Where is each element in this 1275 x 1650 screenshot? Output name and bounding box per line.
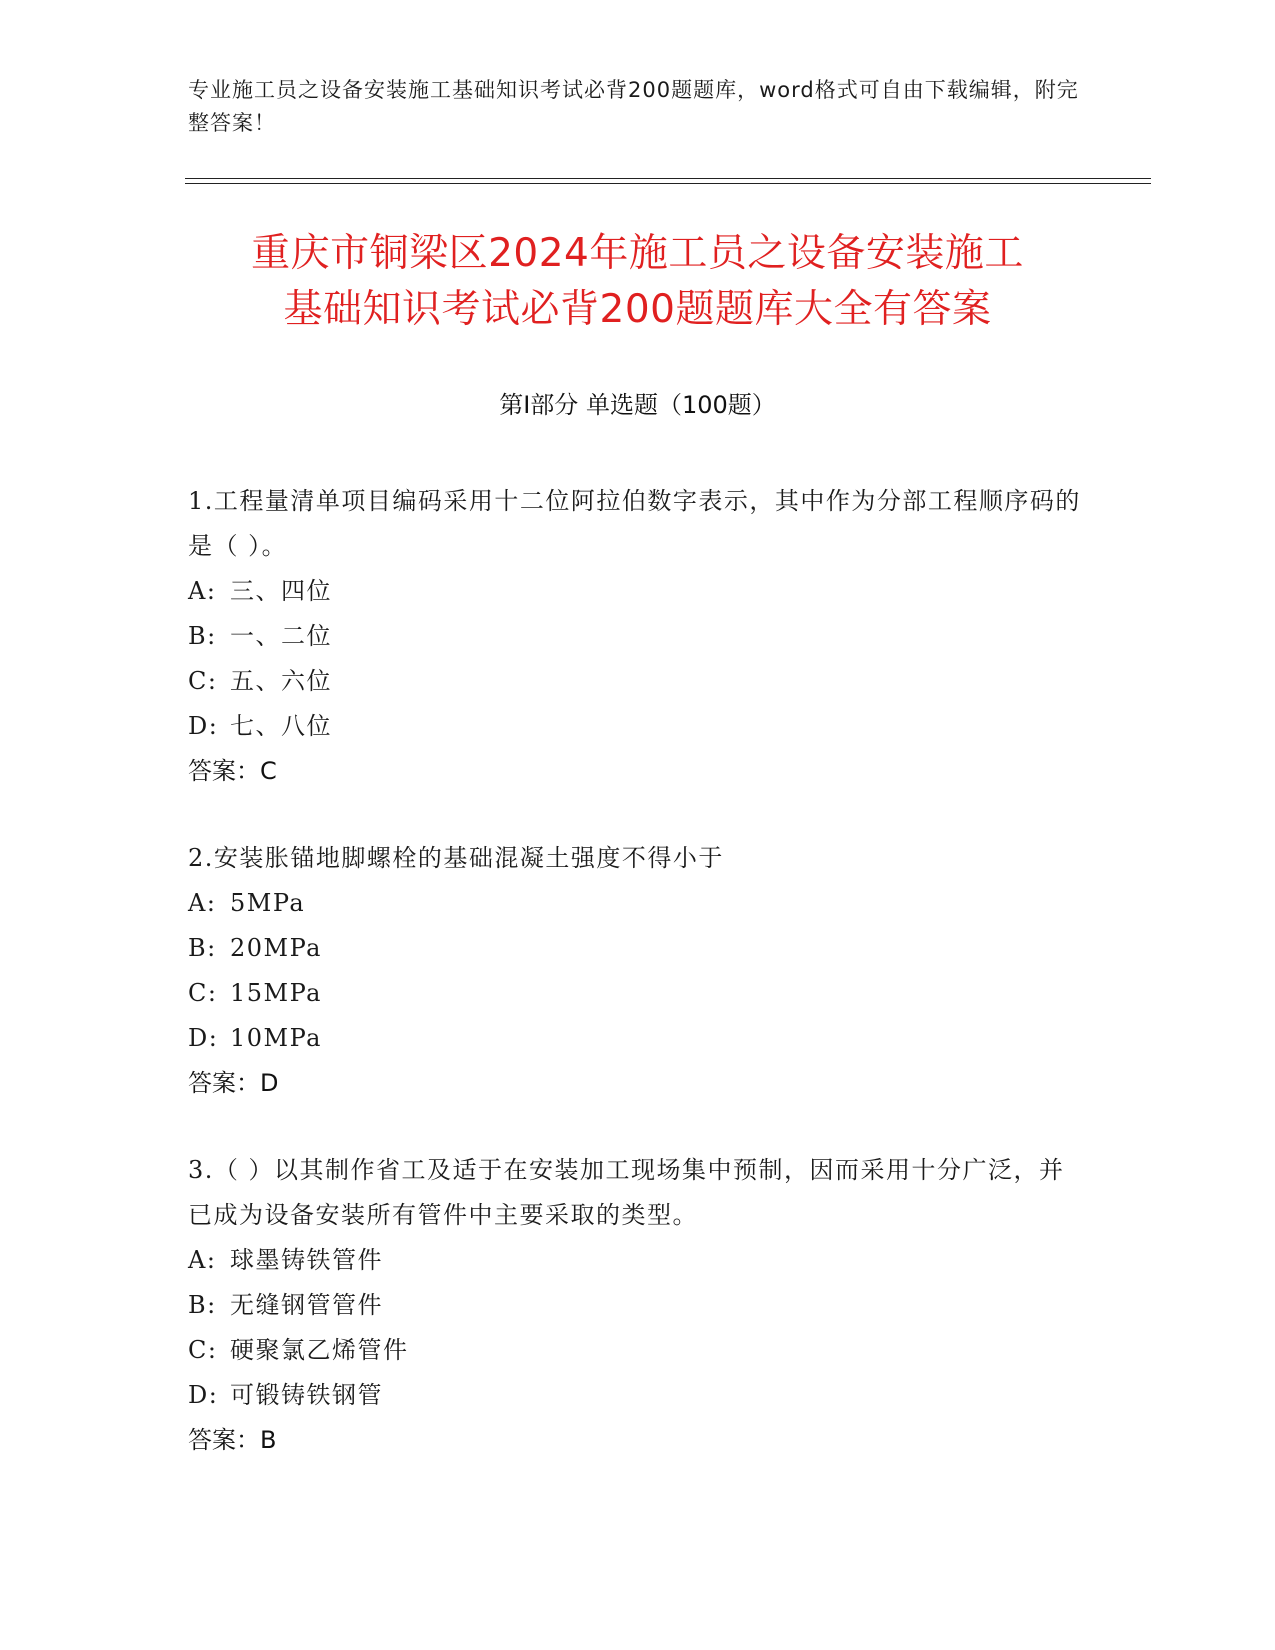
answer-value: C <box>260 757 277 785</box>
option-letter: A: <box>188 1246 217 1274</box>
question-list <box>188 479 1088 1463</box>
option-c <box>188 1328 1088 1373</box>
option-text: 无缝钢管管件 <box>230 1291 383 1319</box>
answer-value: D <box>260 1069 279 1097</box>
option-a <box>188 1238 1088 1283</box>
option-a <box>188 569 1088 614</box>
option-letter: B: <box>188 622 217 650</box>
option-letter: D: <box>188 1024 219 1052</box>
option-letter: C: <box>188 979 218 1007</box>
option-text: 15MPa <box>230 979 322 1007</box>
option-letter: A: <box>188 577 217 605</box>
option-text: 10MPa <box>230 1024 322 1052</box>
question-stem: 2.安装胀锚地脚螺栓的基础混凝土强度不得小于 <box>188 844 724 872</box>
answer-label: 答案： <box>188 757 260 785</box>
answer-line <box>188 749 1088 794</box>
option-b <box>188 614 1088 659</box>
header-rule-bottom <box>185 183 1151 184</box>
section-heading: 第Ⅰ部分 单选题（100题） <box>499 391 776 419</box>
option-a <box>188 881 1088 926</box>
header-note: 专业施工员之设备安装施工基础知识考试必背200题题库，word格式可自由下载编辑，附完整答案！ <box>188 78 1079 135</box>
title-line-2: 基础知识考试必背200题题库大全有答案 <box>283 287 992 332</box>
option-letter: A: <box>188 889 217 917</box>
option-d <box>188 1373 1088 1418</box>
option-letter: B: <box>188 934 217 962</box>
answer-label: 答案： <box>188 1069 260 1097</box>
option-text: 球墨铸铁管件 <box>230 1246 383 1274</box>
option-text: 五、六位 <box>230 667 332 695</box>
option-c <box>188 971 1088 1016</box>
answer-line <box>188 1418 1088 1463</box>
question-2 <box>188 836 1088 1106</box>
question-3 <box>188 1148 1088 1463</box>
option-c <box>188 659 1088 704</box>
option-text: 5MPa <box>230 889 306 917</box>
document-title <box>140 226 1135 338</box>
option-d <box>188 704 1088 749</box>
option-letter: B: <box>188 1291 217 1319</box>
answer-line <box>188 1061 1088 1106</box>
answer-label: 答案： <box>188 1426 260 1454</box>
answer-value: B <box>260 1426 277 1454</box>
option-b <box>188 1283 1088 1328</box>
option-text: 20MPa <box>230 934 322 962</box>
option-b <box>188 926 1088 971</box>
option-text: 一、二位 <box>230 622 332 650</box>
question-stem: 3.（ ）以其制作省工及适于在安装加工现场集中预制，因而采用十分广泛，并已成为设备安装所有管件中主要采取的类型。 <box>188 1156 1065 1229</box>
option-letter: D: <box>188 1381 219 1409</box>
option-letter: D: <box>188 712 219 740</box>
option-text: 可锻铸铁钢管 <box>230 1381 383 1409</box>
option-d <box>188 1016 1088 1061</box>
option-text: 三、四位 <box>230 577 332 605</box>
option-letter: C: <box>188 667 218 695</box>
option-text: 硬聚氯乙烯管件 <box>230 1336 409 1364</box>
option-text: 七、八位 <box>230 712 332 740</box>
option-letter: C: <box>188 1336 218 1364</box>
title-line-1: 重庆市铜梁区2024年施工员之设备安装施工 <box>251 231 1024 276</box>
question-stem: 1.工程量清单项目编码采用十二位阿拉伯数字表示，其中作为分部工程顺序码的是（ ）。 <box>188 487 1081 560</box>
header-rule-top <box>185 178 1151 179</box>
question-1 <box>188 479 1088 794</box>
